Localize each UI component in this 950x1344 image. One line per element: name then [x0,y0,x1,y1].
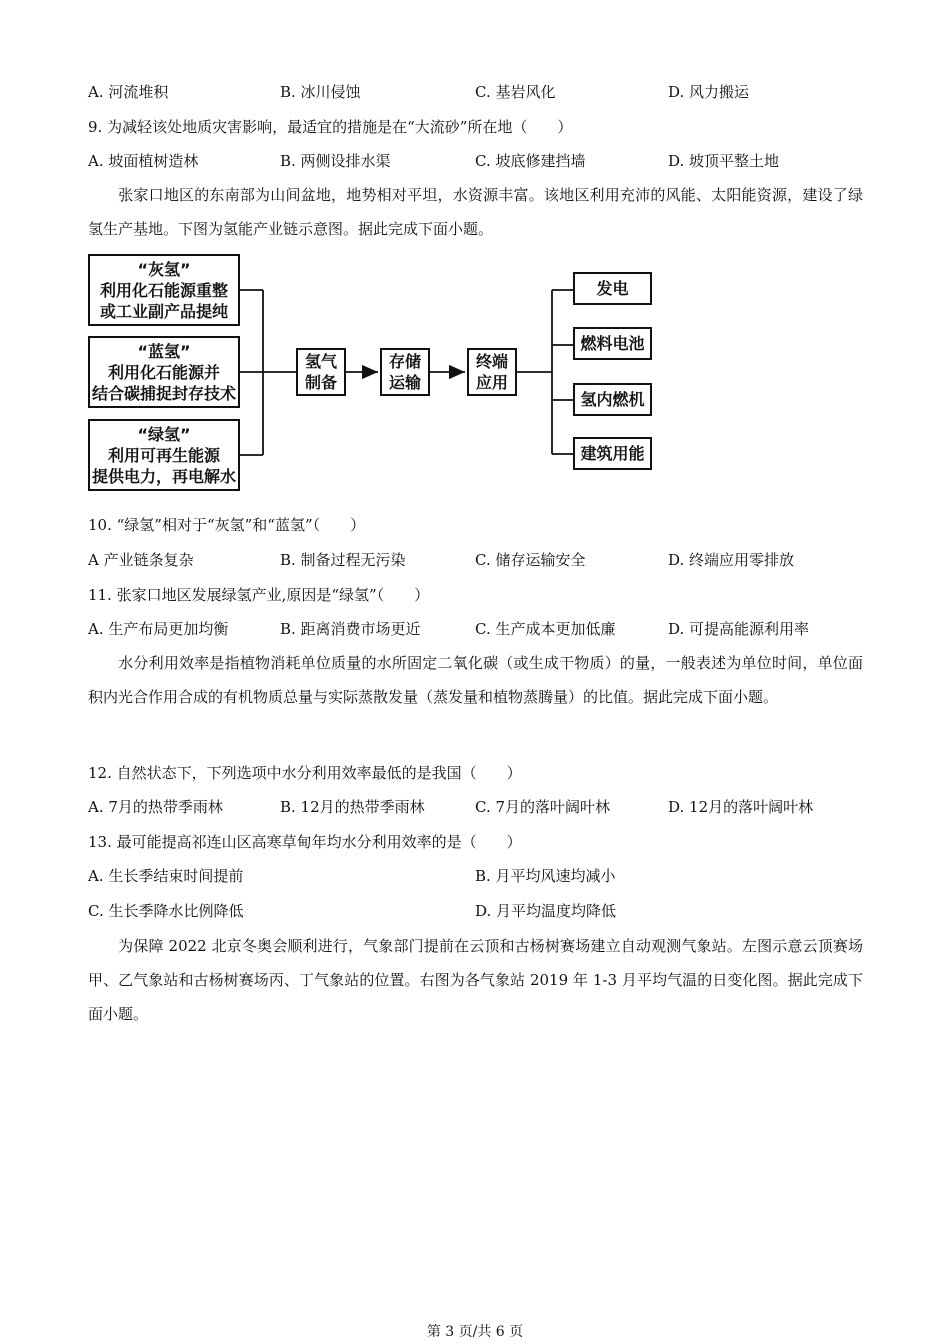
q12-option-d: D. 12月的落叶阔叶林 [668,798,814,816]
gray-hydrogen-line1: 利用化石能源重整 [99,280,228,300]
blue-hydrogen-box [88,336,240,408]
q11-option-b: B. 距离消费市场更近 [280,620,421,638]
q8-option-c: C. 基岩风化 [475,83,556,101]
q12-stem: 12. 自然状态下，下列选项中水分利用效率最低的是我国（ ） [88,764,522,782]
stage-storage-line1: 存储 [388,352,421,371]
stage-storage-line2: 运输 [388,373,421,392]
q13-option-b: B. 月平均风速均减小 [475,867,616,885]
q9-option-a: A. 坡面植树造林 [88,152,199,170]
use-power-generation-label: 发电 [596,279,629,298]
use-power-generation-box [573,272,652,305]
q8-option-d: D. 风力搬运 [668,83,750,101]
green-hydrogen-line1: 利用可再生能源 [107,445,220,465]
green-hydrogen-title: “绿氢” [137,424,191,444]
gray-hydrogen-line2: 或工业副产品提纯 [99,301,228,321]
use-building-energy-box [573,437,652,470]
q8-option-a: A. 河流堆积 [88,83,169,101]
q13-option-a: A. 生长季结束时间提前 [88,867,244,885]
q12-option-b: B. 12月的热带季雨林 [280,798,425,816]
passage-hydrogen-text: 张家口地区的东南部为山间盆地，地势相对平坦，水资源丰富。该地区利用充沛的风能、太阳能资源，建设了绿氢生产基地。下图为氢能产业链示意图。据此完成下面小题。 [88,186,863,238]
page-number: 第 3 页/共 6 页 [426,1324,524,1340]
q12-option-a: A. 7月的热带季雨林 [88,798,223,816]
use-building-energy-label: 建筑用能 [580,444,645,463]
q10-option-d: D. 终端应用零排放 [668,551,795,569]
use-fuel-cell-label: 燃料电池 [580,334,645,353]
blue-hydrogen-line2: 结合碳捕捉封存技术 [91,383,236,403]
q10-option-c: C. 储存运输安全 [475,551,586,569]
q8-option-b: B. 冰川侵蚀 [280,83,361,101]
q11-option-a: A. 生产布局更加均衡 [88,620,229,638]
stage-production-line2: 制备 [304,373,337,392]
q9-stem: 9. 为减轻该处地质灾害影响，最适宜的措施是在“大流砂”所在地（ ） [88,118,573,136]
q9-option-b: B. 两侧设排水渠 [280,152,391,170]
q13-stem: 13. 最可能提高祁连山区高寒草甸年均水分利用效率的是（ ） [88,833,522,851]
passage-water-use-efficiency [88,646,863,714]
q11-option-c: C. 生产成本更加低廉 [475,620,616,638]
q10-option-b: B. 制备过程无污染 [280,551,406,569]
use-fuel-cell-box [573,327,652,360]
q10-option-a: A 产业链条复杂 [88,551,194,569]
passage-winter-olympics-text: 为保障 2022 北京冬奥会顺利进行，气象部门提前在云顶和古杨树赛场建立自动观测气象站。左图示意云顶赛场甲、乙气象站和古杨树赛场丙、丁气象站的位置。右图为各气象站 2019 年 1-3 月平均气温的日变化图。据此完成下面小题。 [88,937,863,1023]
q12-option-c: C. 7月的落叶阔叶林 [475,798,611,816]
stage-production-box [296,348,346,396]
green-hydrogen-box [88,419,240,491]
use-hydrogen-engine-label: 氢内燃机 [580,390,645,409]
q10-stem: 10. “绿氢”相对于“灰氢”和“蓝氢”（ ） [88,516,366,534]
q9-option-c: C. 坡底修建挡墙 [475,152,586,170]
blue-hydrogen-title: “蓝氢” [137,341,191,361]
q9-option-d: D. 坡顶平整土地 [668,152,780,170]
gray-hydrogen-box [88,254,240,326]
stage-application-box [467,348,517,396]
stage-storage-box [380,348,430,396]
use-hydrogen-engine-box [573,383,652,416]
stage-application-line1: 终端 [475,352,508,371]
blue-hydrogen-line1: 利用化石能源并 [107,362,220,382]
passage-water-use-efficiency-text: 水分利用效率是指植物消耗单位质量的水所固定二氧化碳（或生成干物质）的量，一般表述为单位时间，单位面积内光合作用合成的有机物质总量与实际蒸散发量（蒸发量和植物蒸腾量）的比值。据此完成下面小题。 [88,654,863,706]
q13-option-c: C. 生长季降水比例降低 [88,902,244,920]
green-hydrogen-line2: 提供电力，再电解水 [91,466,236,486]
gray-hydrogen-title: “灰氢” [137,259,191,279]
stage-production-line1: 氢气 [304,352,337,371]
q13-option-d: D. 月平均温度均降低 [475,902,617,920]
stage-application-line2: 应用 [475,373,508,392]
passage-winter-olympics [88,929,863,1031]
q11-stem: 11. 张家口地区发展绿氢产业,原因是“绿氢”（ ） [88,586,430,604]
q11-option-d: D. 可提高能源利用率 [668,620,810,638]
